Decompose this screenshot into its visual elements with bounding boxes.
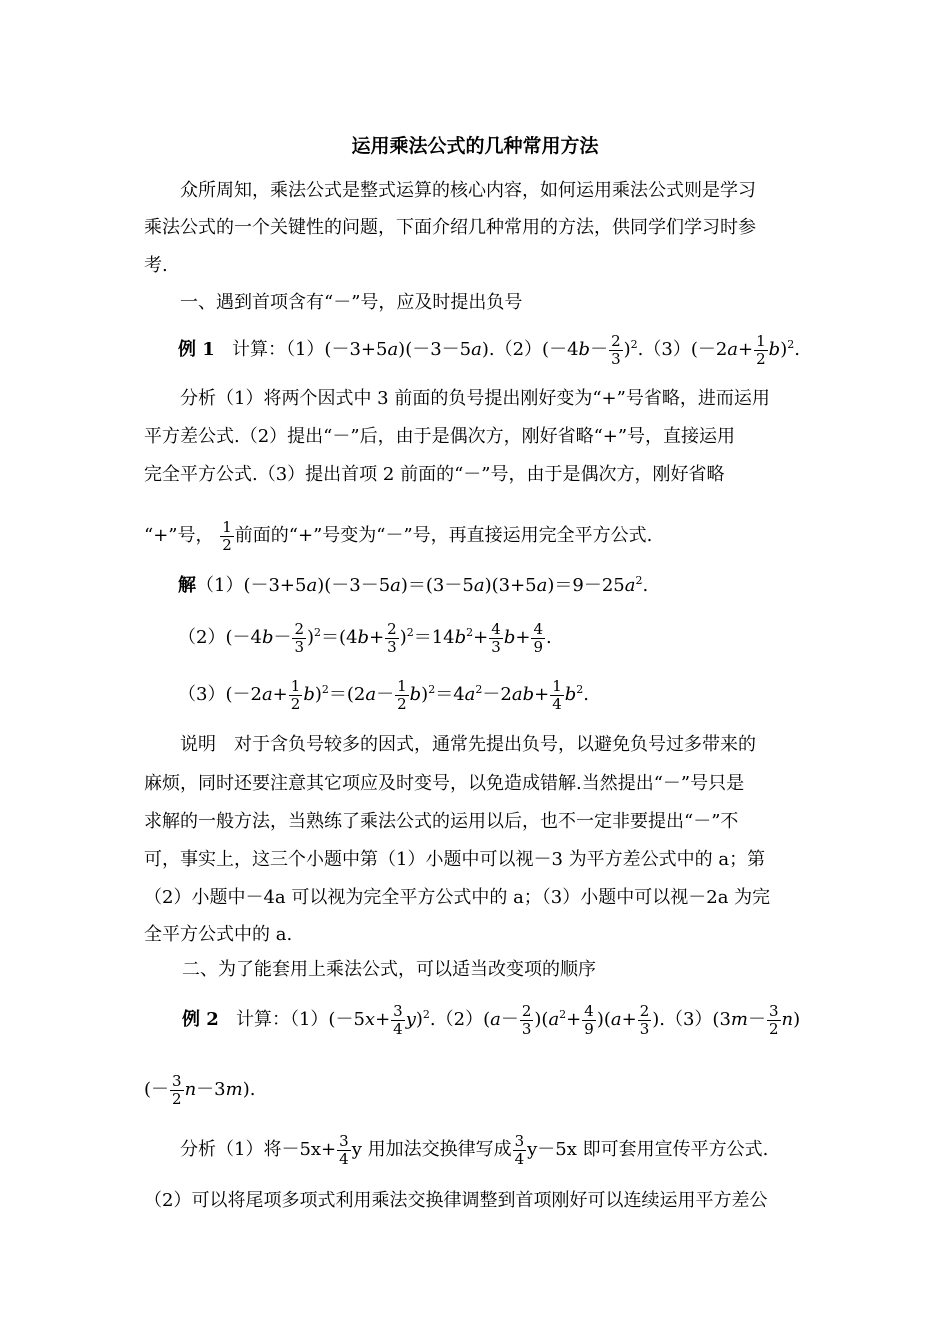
intro-line-3: 考. bbox=[144, 255, 168, 276]
fraction: $\frac{1}{2}$ bbox=[756, 331, 766, 368]
example-2-continued: (－ $\frac{3}{2}$ n－3m). bbox=[144, 1071, 256, 1108]
section-1-heading: 一、遇到首项含有“－”号，应及时提出负号 bbox=[180, 292, 523, 313]
analysis-1-line-4 bbox=[144, 516, 652, 556]
fraction: $\frac{1}{2}$ bbox=[290, 676, 301, 713]
example-2: 例 2 计算：（1）(－5x+ $\frac{3}{4}$ y)$^2$.（2）(a－ $\frac{2}{3}$ )($a^2+$ $\frac{4}{9}$ )(a+ $\frac{2}{3}$ ).（3）(3m－ $\frac{3}{2}$ n) bbox=[182, 1001, 801, 1038]
note-line-3: 求解的一般方法，当熟练了乘法公式的运用以后，也不一定非要提出“－”不 bbox=[144, 811, 739, 832]
analysis-1-line-1: 分析（1）将两个因式中 3 前面的负号提出刚好变为“+”号省略，进而运用 bbox=[180, 388, 770, 409]
analysis-1-line-3: 完全平方公式.（3）提出首项 2 前面的“－”号，由于是偶次方，刚好省略 bbox=[144, 464, 725, 485]
fraction: $\frac{3}{4}$ bbox=[393, 1001, 403, 1038]
note-line-2: 麻烦，同时还要注意其它项应及时变号，以免造成错解.当然提出“－”号只是 bbox=[144, 773, 745, 794]
fraction: $\frac{4}{9}$ bbox=[533, 619, 543, 656]
fraction: $\frac{2}{3}$ bbox=[521, 1001, 532, 1038]
note-line-5: （2）小题中－4a 可以视为完全平方公式中的 a；（3）小题中可以视－2a 为完 bbox=[144, 887, 771, 908]
intro-line-2: 乘法公式的一个关键性的问题，下面介绍几种常用的方法，供同学们学习时参 bbox=[144, 217, 756, 238]
analysis-2-line-1 bbox=[180, 1130, 768, 1170]
solution-1: 解$(1)(-3+5a)(-3-5a)=(3-5a)(3+5a)=9-25a^2$. bbox=[178, 574, 649, 596]
note-line-4: 可，事实上，这三个小题中第（1）小题中可以视－3 为平方差公式中的 a；第 bbox=[144, 849, 766, 870]
fraction: $\frac{3}{4}$ bbox=[514, 1131, 525, 1168]
example-1-label: 例 1 bbox=[178, 339, 215, 360]
fraction: $\frac{2}{3}$ bbox=[611, 331, 621, 368]
analysis-2-line-1a: 分析（1）将－5x+ bbox=[180, 1139, 337, 1160]
note-line-6: 全平方公式中的 a. bbox=[144, 924, 293, 945]
solution-3: （3）(－2a+ $\frac{1}{2}$ b)$^2$＝(2a－ $\frac{1}{2}$ $b)^2=4a^2-2ab+$ $\frac{1}{4}$ $b^2$. bbox=[178, 676, 590, 713]
analysis-2-line-1b: y 用加法交换律写成 bbox=[351, 1139, 512, 1160]
fraction: $\frac{3}{2}$ bbox=[768, 1001, 779, 1038]
example-1-prompt: 计算： bbox=[231, 339, 286, 360]
analysis-1-line-4a: “+”号， bbox=[144, 525, 214, 546]
solution-2: （2）(－4b－ $\frac{2}{3}$ )$^2$＝(4b+ $\frac{2}{3}$ )$^2=14b^2+$ $\frac{4}{3}$ b+ $\frac{4}{9}$ . bbox=[178, 619, 552, 656]
fraction: $\frac{3}{2}$ bbox=[172, 1071, 182, 1108]
example-2-prompt: 计算： bbox=[235, 1009, 290, 1030]
solution-label: 解 bbox=[178, 575, 196, 596]
section-2-heading: 二、为了能套用上乘法公式，可以适当改变项的顺序 bbox=[182, 959, 596, 980]
analysis-2-line-2: （2）可以将尾项多项式利用乘法交换律调整到首项刚好可以连续运用平方差公 bbox=[144, 1190, 768, 1211]
fraction: $\frac{4}{3}$ bbox=[491, 619, 501, 656]
example-2-label: 例 2 bbox=[182, 1009, 219, 1030]
fraction: $\frac{2}{3}$ bbox=[639, 1001, 650, 1038]
fraction: $\frac{2}{3}$ bbox=[387, 619, 397, 656]
fraction: $\frac{2}{3}$ bbox=[294, 619, 305, 656]
analysis-1-line-4b: 前面的“+”号变为“－”号，再直接运用完全平方公式. bbox=[234, 525, 653, 546]
analysis-2-line-1c: y－5x 即可套用宣传平方公式. bbox=[527, 1139, 769, 1160]
analysis-1-line-2: 平方差公式.（2）提出“－”后，由于是偶次方，刚好省略“+”号，直接运用 bbox=[144, 426, 736, 447]
page-title: 运用乘法公式的几种常用方法 bbox=[351, 135, 599, 157]
fraction: $\frac{3}{4}$ bbox=[339, 1131, 349, 1168]
fraction: $\frac{4}{9}$ bbox=[584, 1001, 594, 1038]
fraction: $\frac{1}{2}$ bbox=[222, 517, 232, 554]
example-1: 例 1 计算：（1）(－3+5a)(－3－5a).（2）(－4b－ $\frac{2}{3}$ )$^2$.（3）(－2a+ $\frac{1}{2}$ b)$^2$. bbox=[178, 331, 800, 368]
note-line-1: 说明 对于含负号较多的因式，通常先提出负号，以避免负号过多带来的 bbox=[180, 734, 756, 755]
intro-line-1: 众所周知，乘法公式是整式运算的核心内容，如何运用乘法公式则是学习 bbox=[180, 180, 756, 201]
fraction: $\frac{1}{4}$ bbox=[552, 676, 562, 713]
fraction: $\frac{1}{2}$ bbox=[397, 676, 407, 713]
